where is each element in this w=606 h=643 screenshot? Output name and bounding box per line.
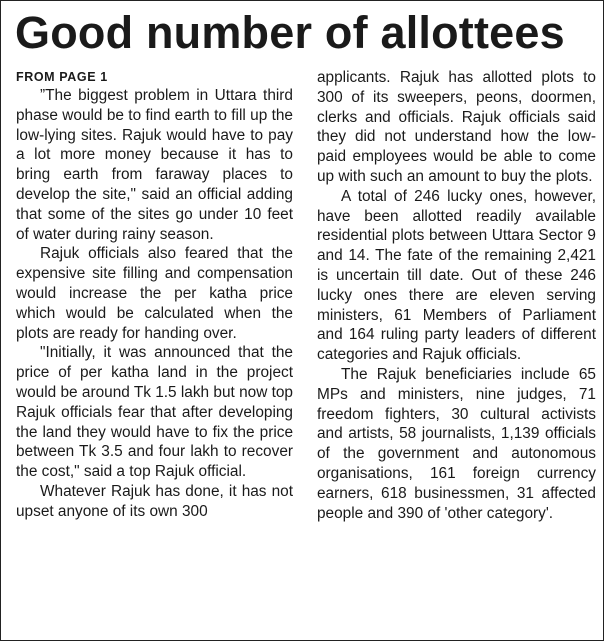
article-column-left bbox=[16, 68, 293, 522]
headline: Good number of allottees bbox=[15, 7, 565, 58]
paragraph-quote-earth-filling: ”The biggest problem in Uttara third phase would be to find earth to fill up the low-lying sites. Rajuk would have to pay a lot more money because it has to bring earth from faraway places to develop the site," said an official adding that some of the sites go under 10 feet of water during rainy season. bbox=[16, 87, 293, 243]
article-column-right bbox=[317, 68, 596, 523]
paragraph-lucky-ones: A total of 246 lucky ones, however, have been allotted readily available residential plots between Uttara Sector 9 and 14. The fate of the remaining 2,421 is uncertain till date. Out of these 246 lucky ones there are eleven serving ministers, 61 Members of Parliament and 164 ruling party leaders of different categories and Rajuk officials. bbox=[317, 187, 596, 364]
continuation-kicker: FROM PAGE 1 bbox=[16, 70, 108, 84]
paragraph-beneficiaries: The Rajuk beneficiaries include 65 MPs and ministers, nine judges, 71 freedom fighters, 30 cultural activists and artists, 58 journalists, 1,139 officials of the government and autonomous organisations, 161 foreign currency earners, 618 businessmen, 31 affected people and 390 of 'other category'. bbox=[317, 365, 596, 522]
paragraph-katha-price: "Initially, it was announced that the price of per katha land in the project would be around Tk 1.5 lakh but now top Rajuk officials fear that after developing the land they would have to fix the price between Tk 3.5 and four lakh to recover the cost," said a top Rajuk official. bbox=[16, 344, 293, 481]
paragraph-compensation-fear: Rajuk officials also feared that the expensive site filling and compensation would increase the per katha price which would be calculated when the plots are ready for handing over. bbox=[16, 245, 293, 342]
paragraph-rajuk-own-applicants: Whatever Rajuk has done, it has not upset anyone of its own 300 bbox=[16, 482, 293, 520]
paragraph-plots-to-employees: applicants. Rajuk has allotted plots to 300 of its sweepers, peons, doormen, clerks and officials. Rajuk officials said they did not understand how the low-paid employees would be able to come up with such an amount to buy the plots. bbox=[317, 69, 596, 185]
